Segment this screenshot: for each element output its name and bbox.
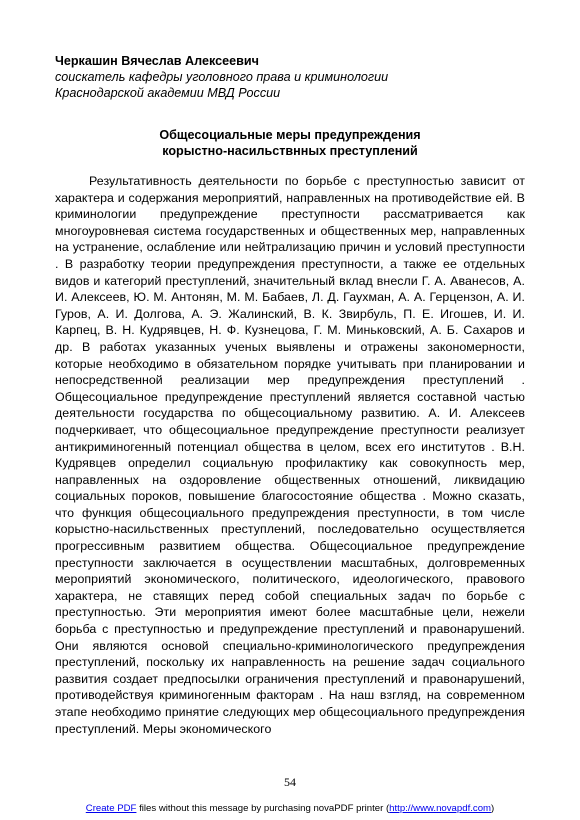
article-title-line-1: Общесоциальные меры предупреждения: [159, 128, 421, 142]
footer-text: files without this message by purchasing novaPDF printer (: [136, 803, 390, 814]
footer-text-end: ): [491, 803, 495, 814]
article-title-line-2: корыстно-насильствнных преступлений: [162, 143, 418, 158]
create-pdf-link[interactable]: Create PDF: [85, 803, 137, 814]
author-name: Черкашин Вячеслав Алексеевич: [55, 54, 259, 68]
author-institution: Краснодарской академии МВД России: [55, 86, 281, 100]
author-block: [55, 53, 525, 101]
author-position: соискатель кафедры уголовного права и криминологии: [55, 70, 389, 84]
body-paragraph: Результативность деятельности по борьбе с преступностью зависит от характера и содержания мероприятий, направленных на противодействие ей. В криминологии предупреждение преступности рассматривается как многоуровневая система государственных и общественных мер, направленных на устранение, ослабление или нейтрализацию причин и условий преступности . В разработку теории предупреждения преступности, а также ее отдельных видов и категорий преступлений, значительный вклад внесли Г. А. Аванесов, А. И. Алексеев, Ю. М. Антонян, М. М. Бабаев, Л. Д. Гаухман, А. А. Герцензон, А. И. Гуров, А. И. Долгова, А. Э. Жалинский, В. К. Звирбуль, П. Е. Игошев, И. И. Карпец, В. Н. Кудрявцев, Н. Ф. Кузнецова, Г. М. Миньковский, А. Б. Сахаров и др. В работах указанных ученых выявлены и отражены закономерности, которые необходимо в обязательном порядке учитывать при планировании и непосредственной реализации мер предупреждения преступлений . Общесоциальное предупреждение преступлений является составной частью деятельности государства по общесоциальному развитию. А. И. Алексеев подчеркивает, что общесоциальное предупреждение преступности реализует антикриминогенный потенциал общества в целом, всех его институтов . В.Н. Кудрявцев определил социальную профилактику как совокупность мер, направленных на оздоровление общественных отношений, ликвидацию социальных пороков, повышение благосостояние общества . Можно сказать, что функция общесоциального предупреждения преступности, в том числе корыстно-насильственных преступлений, последовательно осуществляется прогрессивным развитием общества. Общесоциальное предупреждение преступности заключается в осуществлении масштабных, долговременных мероприятий экономического, политического, идеологического, правового характера, не ставящих перед собой специальных задач по борьбе с преступностью. Эти мероприятия имеют более масштабные цели, нежели борьба с преступностью и предупреждение преступлений и правонарушений. Они являются основой специально-криминологического предупреждения преступлений, поскольку их направленность на решение задач социального развития создает предпосылки ограничения преступлений и правонарушений, противодействуя криминогенным факторам . На наш взгляд, на современном этапе необходимо принятие следующих мер общесоциального предупреждения преступлений. Меры экономического: [55, 174, 525, 736]
novapdf-link[interactable]: http://www.novapdf.com: [389, 803, 492, 814]
article-title: [55, 128, 525, 159]
page-number: 54: [284, 775, 296, 789]
pdf-footer: [0, 803, 580, 814]
document-page: [55, 53, 525, 737]
